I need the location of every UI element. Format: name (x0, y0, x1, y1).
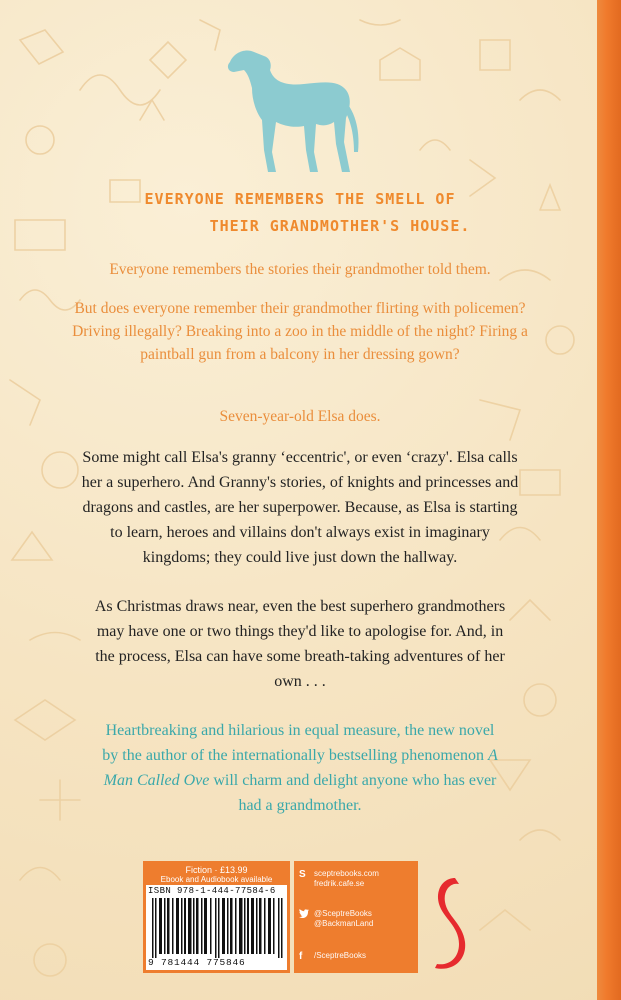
facebook-f-icon: f (299, 951, 303, 962)
website-primary: sceptrebooks.com (314, 869, 379, 878)
facebook-page: /SceptreBooks (314, 951, 367, 960)
spine-edge (597, 0, 621, 1000)
paragraph-superhero: Some might call Elsa's granny ‘eccentric', or even ‘crazy'. Elsa calls her a superhero. And Granny's stories, of knights and princesses and dragons and castles, are her superpower. Because, as Elsa is starting to learn, heroes and villains don't always exist in imaginary kingdoms; they could live just down the hallway. (81, 449, 519, 566)
formats-line: Ebook and Audiobook available (160, 875, 273, 884)
twitter-bird-icon (299, 909, 311, 921)
greyhound-dog-icon (212, 22, 362, 182)
blurb-text-after: will charm and delight anyone who has ever had a grandmother. (209, 772, 497, 814)
barcode-number: 9 781444 775846 (148, 957, 246, 968)
headline-line-1: EVERYONE REMEMBERS THE SMELL OF (144, 190, 456, 208)
price-line: Fiction · £13.99 (185, 865, 248, 875)
twitter-handle-secondary: @BackmanLand (314, 919, 374, 928)
blurb-book-title: A Man Called Ove (103, 747, 498, 789)
headline-line-2: THEIR GRANDMOTHER'S HOUSE. (209, 217, 471, 235)
paragraph-christmas: As Christmas draws near, even the best superhero grandmothers may have one or two things they'd like to apologise for. And, in the process, Elsa can have some breath-taking adventures of her own . . . (94, 598, 506, 690)
sceptre-s-icon: S (299, 869, 306, 880)
website-secondary: fredrik.cafe.se (314, 879, 365, 888)
barcode-icon (152, 898, 284, 958)
twitter-handle-primary: @SceptreBooks (314, 909, 372, 918)
paragraph-blurb (100, 718, 500, 818)
isbn-label: ISBN 978-1-444-77584-6 (148, 886, 276, 896)
paragraph-stories: Everyone remembers the stories their grandmother told them. (109, 261, 491, 278)
blurb-text-before: Heartbreaking and hilarious in equal measure, the new novel by the author of the internationally bestselling phenomenon (102, 722, 495, 764)
barcode-panel (146, 885, 287, 970)
paragraph-questions: But does everyone remember their grandmother flirting with policemen? Driving illegally? Breaking into a zoo in the middle of the night? Firing a paintball gun from a balcony in her dressing gown? (72, 300, 528, 363)
publisher-box (294, 861, 418, 973)
sceptre-logo-icon (425, 874, 471, 972)
price-box (143, 861, 290, 973)
paragraph-elsa: Seven-year-old Elsa does. (219, 408, 381, 425)
